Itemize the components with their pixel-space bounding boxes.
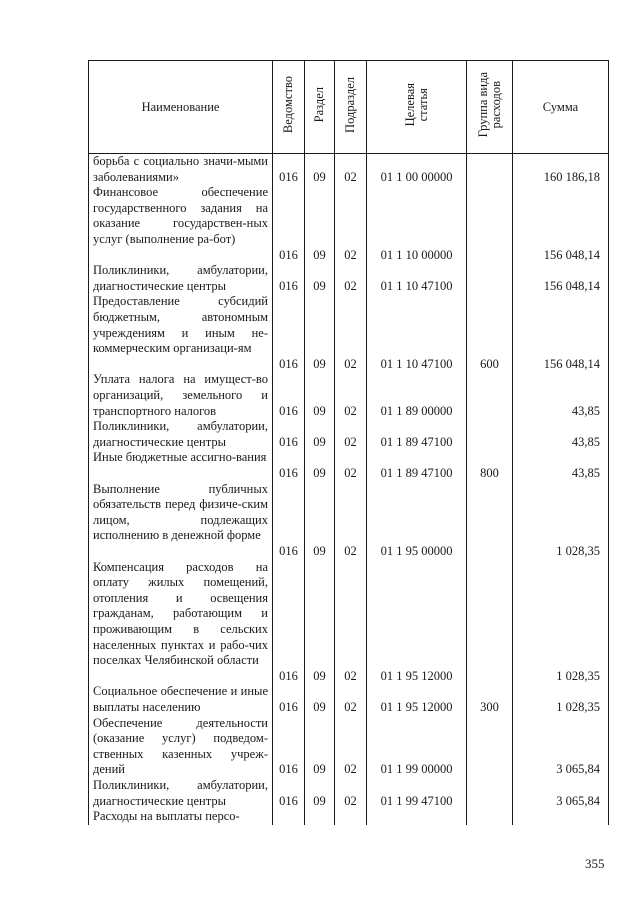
row-name: Компенсация расходов на оплату жилых помещений, отопления и освещения гражданам, работающим и проживающим в сельских населенных пунктах и рабо-чих поселках Челябинской области — [89, 560, 273, 685]
row-amount: 43,85 — [513, 372, 609, 419]
budget-table — [88, 60, 609, 825]
table-row — [89, 263, 609, 294]
row-section: 09 — [305, 185, 335, 263]
row-expense-group — [467, 372, 513, 419]
row-section: 09 — [305, 716, 335, 778]
row-name: Поликлиники, амбулатории, диагностические центры — [89, 263, 273, 294]
row-section: 09 — [305, 560, 335, 685]
table-row — [89, 482, 609, 560]
row-expense-group — [467, 154, 513, 186]
row-target-article: 01 1 89 47100 — [367, 450, 467, 481]
row-target-article: 01 1 95 00000 — [367, 482, 467, 560]
header-subsection: Подраздел — [335, 61, 367, 154]
row-expense-group — [467, 778, 513, 809]
header-expense-group: Группа вида расходов — [467, 61, 513, 154]
row-expense-group — [467, 716, 513, 778]
table-row — [89, 684, 609, 715]
header-name: Наименование — [89, 61, 273, 154]
row-department: 016 — [273, 778, 305, 809]
table-row — [89, 778, 609, 809]
row-target-article: 01 1 89 00000 — [367, 372, 467, 419]
row-target-article: 01 1 89 47100 — [367, 419, 467, 450]
row-department: 016 — [273, 716, 305, 778]
row-expense-group — [467, 560, 513, 685]
table-row — [89, 154, 609, 186]
row-expense-group — [467, 482, 513, 560]
row-subsection — [335, 809, 367, 825]
row-amount: 160 186,18 — [513, 154, 609, 186]
row-amount: 43,85 — [513, 450, 609, 481]
row-subsection: 02 — [335, 294, 367, 372]
row-department: 016 — [273, 450, 305, 481]
row-expense-group — [467, 809, 513, 825]
row-name: Расходы на выплаты персо- — [89, 809, 273, 825]
row-section: 09 — [305, 154, 335, 186]
row-amount: 43,85 — [513, 419, 609, 450]
row-expense-group — [467, 419, 513, 450]
row-department: 016 — [273, 294, 305, 372]
row-department: 016 — [273, 263, 305, 294]
row-amount: 156 048,14 — [513, 185, 609, 263]
row-department: 016 — [273, 372, 305, 419]
row-section: 09 — [305, 778, 335, 809]
header-target-article: Целевая статья — [367, 61, 467, 154]
row-name: Поликлиники, амбулатории, диагностические центры — [89, 419, 273, 450]
row-section: 09 — [305, 263, 335, 294]
row-subsection: 02 — [335, 560, 367, 685]
row-amount: 156 048,14 — [513, 263, 609, 294]
table-row — [89, 372, 609, 419]
row-amount: 1 028,35 — [513, 560, 609, 685]
page-number: 355 — [585, 856, 605, 871]
row-name: Иные бюджетные ассигно-вания — [89, 450, 273, 481]
row-section: 09 — [305, 684, 335, 715]
row-subsection: 02 — [335, 778, 367, 809]
row-target-article: 01 1 99 47100 — [367, 778, 467, 809]
row-expense-group: 600 — [467, 294, 513, 372]
row-subsection: 02 — [335, 684, 367, 715]
row-subsection: 02 — [335, 372, 367, 419]
table-row — [89, 716, 609, 778]
row-section: 09 — [305, 482, 335, 560]
row-name: Предоставление субсидий бюджетным, автономным учреждениям и иным не-коммерческим организаци-ям — [89, 294, 273, 372]
row-target-article: 01 1 95 12000 — [367, 684, 467, 715]
row-target-article — [367, 809, 467, 825]
table-row — [89, 560, 609, 685]
row-department: 016 — [273, 684, 305, 715]
row-department: 016 — [273, 185, 305, 263]
header-section: Раздел — [305, 61, 335, 154]
table-row — [89, 419, 609, 450]
row-target-article: 01 1 95 12000 — [367, 560, 467, 685]
table-header — [89, 61, 609, 154]
header-department: Ведомство — [273, 61, 305, 154]
row-subsection: 02 — [335, 154, 367, 186]
row-section: 09 — [305, 450, 335, 481]
row-subsection: 02 — [335, 482, 367, 560]
row-expense-group — [467, 263, 513, 294]
row-name: Поликлиники, амбулатории, диагностические центры — [89, 778, 273, 809]
row-expense-group: 800 — [467, 450, 513, 481]
row-subsection: 02 — [335, 716, 367, 778]
row-amount — [513, 809, 609, 825]
row-section: 09 — [305, 294, 335, 372]
row-amount: 1 028,35 — [513, 482, 609, 560]
row-name: Выполнение публичных обязательств перед физиче-ским лицом, подлежащих исполнению в денежной форме — [89, 482, 273, 560]
row-department: 016 — [273, 154, 305, 186]
row-name: борьба с социально значи-мыми заболеваниями» — [89, 154, 273, 186]
row-target-article: 01 1 10 47100 — [367, 263, 467, 294]
row-name: Обеспечение деятельности (оказание услуг) подведом-ственных казенных учреж-дений — [89, 716, 273, 778]
row-target-article: 01 1 10 47100 — [367, 294, 467, 372]
row-department: 016 — [273, 419, 305, 450]
row-name: Уплата налога на имущест-во организаций, земельного и транспортного налогов — [89, 372, 273, 419]
row-amount: 1 028,35 — [513, 684, 609, 715]
row-expense-group: 300 — [467, 684, 513, 715]
row-subsection: 02 — [335, 450, 367, 481]
table-body — [89, 154, 609, 825]
table-row — [89, 809, 609, 825]
row-target-article: 01 1 00 00000 — [367, 154, 467, 186]
row-department — [273, 809, 305, 825]
row-section: 09 — [305, 419, 335, 450]
table-row — [89, 450, 609, 481]
table-row — [89, 185, 609, 263]
row-amount: 3 065,84 — [513, 716, 609, 778]
row-subsection: 02 — [335, 185, 367, 263]
row-target-article: 01 1 10 00000 — [367, 185, 467, 263]
row-section — [305, 809, 335, 825]
row-section: 09 — [305, 372, 335, 419]
row-department: 016 — [273, 560, 305, 685]
row-amount: 3 065,84 — [513, 778, 609, 809]
row-amount: 156 048,14 — [513, 294, 609, 372]
row-expense-group — [467, 185, 513, 263]
row-department: 016 — [273, 482, 305, 560]
row-subsection: 02 — [335, 263, 367, 294]
row-subsection: 02 — [335, 419, 367, 450]
row-target-article: 01 1 99 00000 — [367, 716, 467, 778]
row-name: Финансовое обеспечение государственного задания на оказание государствен-ных услуг (выполнение ра-бот) — [89, 185, 273, 263]
table-row — [89, 294, 609, 372]
header-amount: Сумма — [513, 61, 609, 154]
row-name: Социальное обеспечение и иные выплаты населению — [89, 684, 273, 715]
